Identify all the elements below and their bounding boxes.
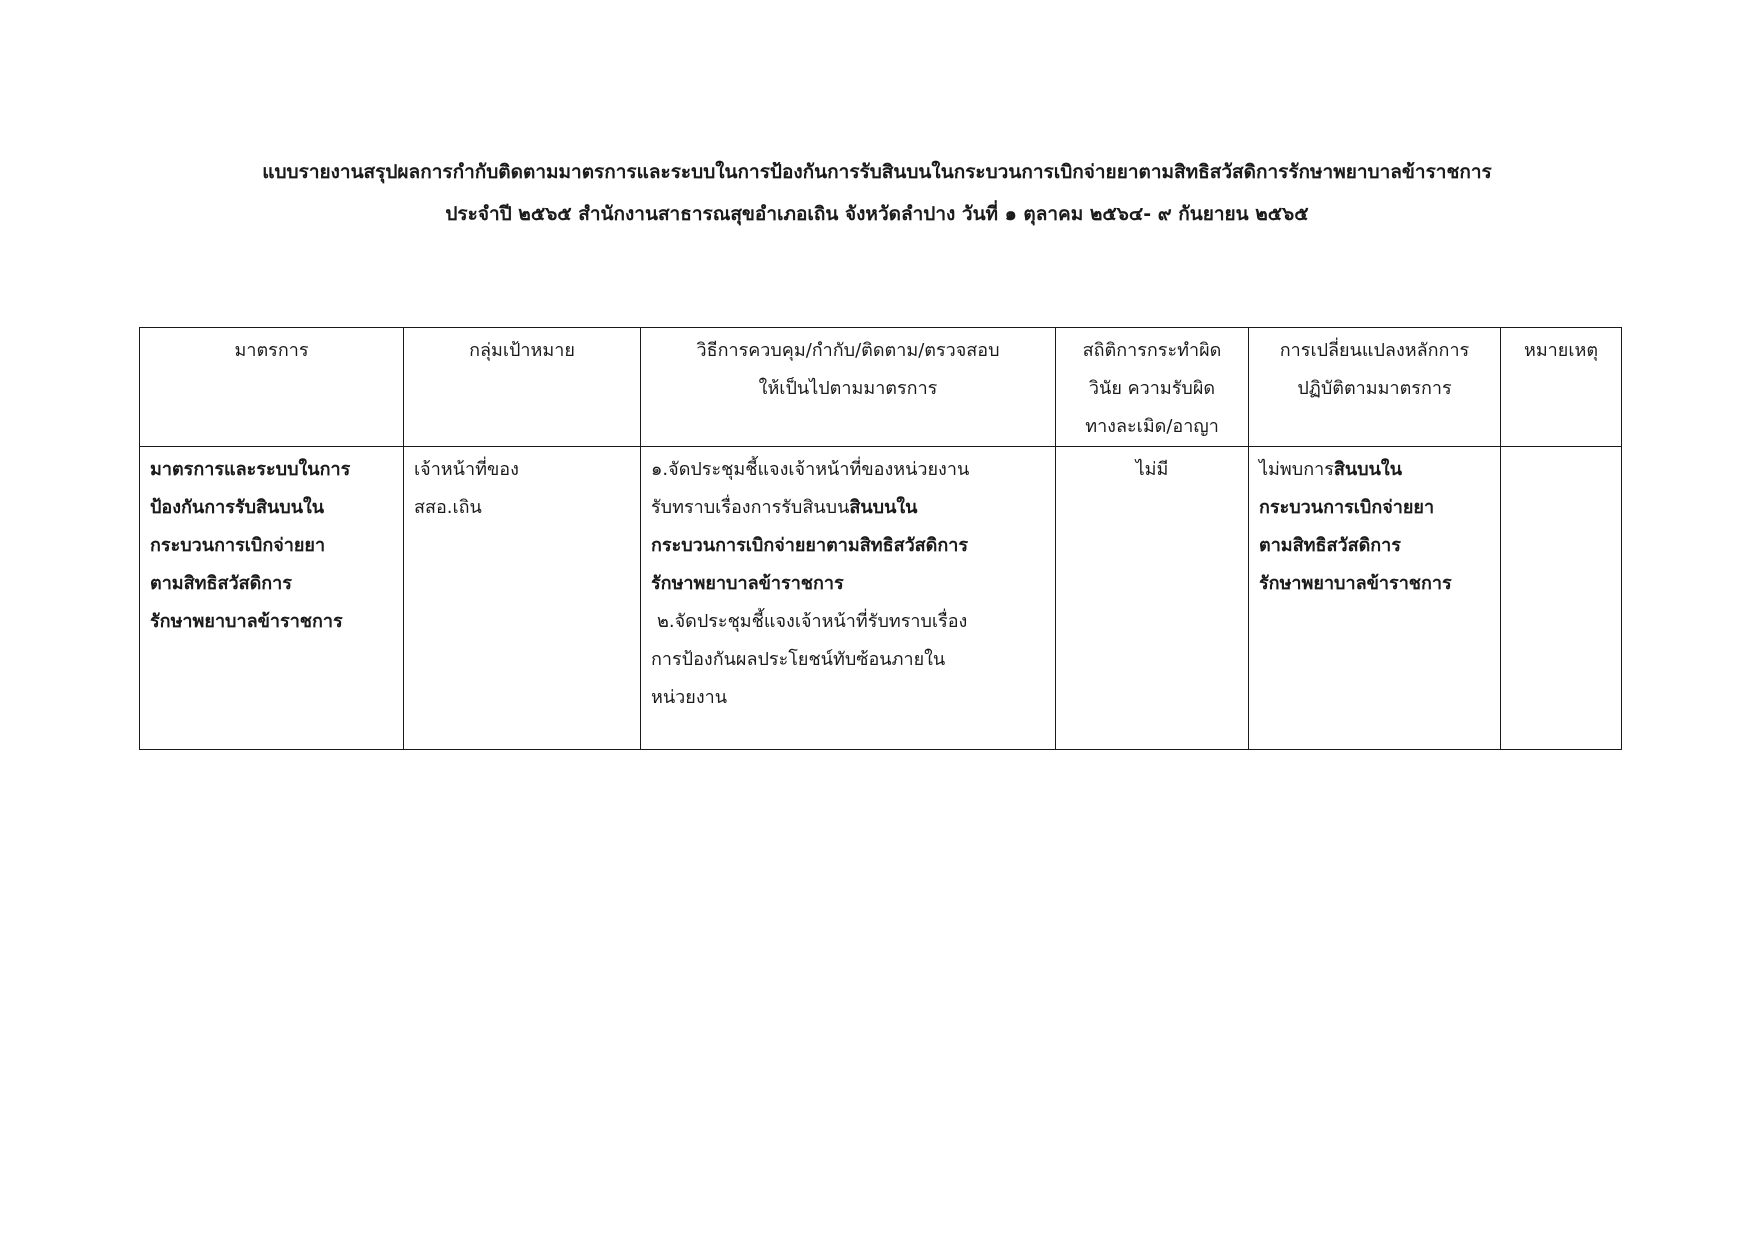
cell-measure-line: ตามสิทธิสวัสดิการ — [150, 573, 292, 594]
method-1-line: รักษาพยาบาลข้าราชการ — [651, 573, 844, 594]
cell-change-line: ตามสิทธิสวัสดิการ — [1259, 535, 1401, 556]
header-remarks-text: หมายเหตุ — [1523, 340, 1599, 361]
header-statistics-line: ทางละเมิด/อาญา — [1085, 416, 1219, 437]
report-title-line-2: ประจำปี ๒๕๖๕ สำนักงานสาธารณสุขอำเภอเถิน จังหวัดลำปาง วันที่ ๑ ตุลาคม ๒๕๖๔- ๙ กันยายน ๒๕๖๕ — [445, 203, 1309, 225]
header-change-line: การเปลี่ยนแปลงหลักการ — [1279, 340, 1470, 361]
cell-target-group — [404, 447, 641, 750]
cell-control-method — [641, 447, 1056, 750]
table-header-row — [140, 328, 1622, 447]
cell-change-line: รักษาพยาบาลข้าราชการ — [1259, 573, 1452, 594]
method-1-line — [651, 489, 1045, 527]
report-title-line-1: แบบรายงานสรุปผลการกำกับติดตามมาตรการและระบบในการป้องกันการรับสินบนในกระบวนการเบิกจ่ายยาตามสิทธิสวัสดิการรักษาพยาบาลข้าราชการ — [262, 161, 1492, 183]
method-1-plain-text: รับทราบเรื่องการรับสินบน — [651, 497, 850, 518]
cell-target-group-line: สสอ.เถิน — [414, 497, 482, 518]
table-row — [140, 447, 1622, 750]
header-control-method — [641, 328, 1056, 447]
cell-measure-line: มาตรการและระบบในการ — [150, 459, 351, 480]
method-1-bold-text: สินบนใน — [849, 497, 918, 518]
header-target-group — [404, 328, 641, 447]
method-1-line: กระบวนการเบิกจ่ายยาตามสิทธิสวัสดิการ — [651, 535, 969, 556]
cell-change-line — [1259, 451, 1490, 489]
cell-measure-line: ป้องกันการรับสินบนใน — [150, 497, 325, 518]
change-plain-text: ไม่พบการ — [1259, 459, 1334, 480]
report-table — [139, 327, 1622, 750]
header-statistics — [1056, 328, 1249, 447]
cell-change — [1249, 447, 1501, 750]
change-bold-text: สินบนใน — [1333, 459, 1403, 480]
cell-measure — [140, 447, 404, 750]
header-statistics-line: วินัย ความรับผิด — [1088, 378, 1216, 399]
cell-statistics-text: ไม่มี — [1135, 459, 1169, 480]
cell-target-group-line: เจ้าหน้าที่ของ — [414, 459, 519, 480]
header-change-line: ปฏิบัติตามมาตรการ — [1297, 378, 1452, 399]
header-measure — [140, 328, 404, 447]
cell-measure-line: กระบวนการเบิกจ่ายยา — [150, 535, 326, 556]
header-change — [1249, 328, 1501, 447]
cell-remarks — [1501, 447, 1622, 750]
cell-measure-line: รักษาพยาบาลข้าราชการ — [150, 611, 343, 632]
header-statistics-line: สถิติการกระทำผิด — [1082, 340, 1222, 361]
method-2-line: ๒.จัดประชุมชี้แจงเจ้าหน้าที่รับทราบเรื่อง — [657, 611, 968, 632]
method-2-line: หน่วยงาน — [651, 687, 728, 708]
cell-change-line: กระบวนการเบิกจ่ายยา — [1259, 497, 1435, 518]
header-target-group-text: กลุ่มเป้าหมาย — [469, 340, 575, 361]
method-1-line: ๑.จัดประชุมชี้แจงเจ้าหน้าที่ของหน่วยงาน — [651, 459, 970, 480]
header-remarks — [1501, 328, 1622, 447]
header-measure-text: มาตรการ — [234, 340, 309, 361]
cell-statistics — [1056, 447, 1249, 750]
header-control-method-line: ให้เป็นไปตามมาตรการ — [758, 378, 938, 399]
method-2-line: การป้องกันผลประโยชน์ทับซ้อนภายใน — [651, 649, 946, 670]
header-control-method-line: วิธีการควบคุม/กำกับ/ติดตาม/ตรวจสอบ — [696, 340, 1000, 361]
